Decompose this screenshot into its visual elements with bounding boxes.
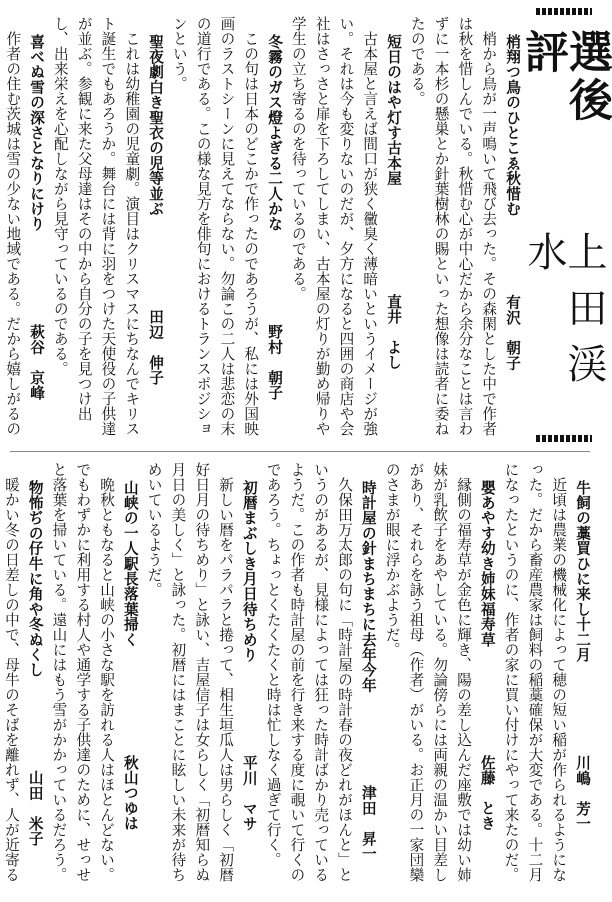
critique-text: 近頃は農業の機械化によって穂の短い稲が作られるようになった。だから畜産農家は飼料の稲藁確保が大変である。十二月になったというのに、作者の家に買い付けにやって来たのだ。 — [502, 462, 568, 882]
column-title: 選後評 — [517, 29, 612, 126]
haiku-title: 冬霧のガス燈よぎる二人かな野村 朝子 — [266, 33, 284, 401]
critique-text: この句は日本のどこかで作ったのであろうが、私には外国映画のラストシーンに見えてならない。勿論この二人は悲恋の末の道行である。この様な見方を俳句におけるトランスポジションという。 — [170, 16, 260, 436]
critique-text: これは幼稚園の児童劇。演目はクリスマスにちなんでキリスト誕生でもあろうか。舞台には背に羽をつけた天使役の子供達が並ぶ。参観に来た父母達はその中から自分の子を見つけ出し、出来栄えを心配しながら見守っているのである。 — [51, 16, 141, 436]
column-title-box — [517, 6, 612, 442]
poet-name: 平川 マサ — [240, 755, 258, 832]
critique-text: 新しい暦をパラパラと捲って、相生垣瓜人は男らしく「初暦好日月の待ちめり」と詠い、吉屋信子は女らしく「初暦知らぬ月日の美しく」と詠った。初暦にはまことに眩しい未来が待ちめいているようだ。 — [145, 462, 235, 882]
haiku-title: 山峡の一人駅長落葉掃く秋山つゆは — [121, 479, 139, 831]
poet-name: 田辺 伸子 — [147, 309, 165, 386]
section-divider — [10, 451, 590, 452]
ornamental-bar-bottom — [536, 435, 592, 442]
poet-name: 佐藤 とき — [478, 754, 496, 831]
bottom-commentary-block — [2, 462, 594, 894]
haiku-title: 物怖ぢの仔牛に角や冬ぬくし山田 米子 — [26, 479, 44, 847]
haiku-title: 聖夜劇白き聖衣の児等並ぶ田辺 伸子 — [147, 33, 165, 386]
poet-name: 秋山つゆは — [121, 754, 139, 831]
poet-name: 萩谷 京峰 — [28, 324, 46, 401]
poet-name: 津田 昇一 — [359, 785, 377, 862]
ornamental-bar-top — [536, 8, 592, 15]
poet-name: 直井 よし — [385, 293, 403, 370]
poet-name: 川嶋 芳一 — [574, 755, 591, 832]
poet-name: 野村 朝子 — [266, 324, 284, 401]
haiku-title: 牛飼の藁買ひに来し十二月川嶋 芳一 — [574, 479, 591, 832]
critique-text: 暖かい冬の日差しの中で、母牛のそばを離れず、人が近寄る — [2, 476, 20, 882]
critique-text: 縁側の福寿草が金色に輝き、陽の差し込んだ座敷では幼い姉妹が乳飲子をあやしている。勿論傍らには両親の温かい目差しがあり、それらを詠う祖母（作者）がいる。お正月の一家団欒のさまが眼に浮かぶようだ。 — [383, 462, 473, 882]
critique-text: 久保田万太郎の句に「時計屋の時計春の夜どれがほんと」というのがあるが、見様によっては狂った時計ばかり売っているようだ。この作者も時計屋の前を行き来する度に覗いて行くのであろう。ちょっとくたくたくと時は忙しなく過ぎて行く。 — [264, 462, 354, 882]
column-author: 上田渓水 — [521, 230, 607, 399]
poet-name: 山田 米子 — [26, 770, 44, 847]
haiku-title: 喜べぬ雪の深さとなりにけり萩谷 京峰 — [28, 33, 46, 401]
poet-name: 有沢 朝子 — [504, 294, 521, 371]
critique-text: 晩秋ともなると山峡の小さな駅を訪れる人はほとんどない。でもわずかに利用する村人や通学する子供達のために、せっせと落葉を掃いている。遠山にはもう雪がかかっているだろう。 — [50, 462, 116, 882]
haiku-title: 初暦まぶしき月日待ちめり平川 マサ — [240, 479, 258, 832]
haiku-title: 短日のはや灯す古本屋直井 よし — [385, 33, 403, 370]
critique-text: 作者の住む茨城は雪の少ない地域である。だから嬉しがるの — [4, 30, 22, 436]
haiku-title: 梢翔つ鳥のひとこゑ秋惜む有沢 朝子 — [504, 33, 521, 371]
haiku-title: 時計屋の針まちまちに去年今年津田 昇一 — [359, 479, 377, 862]
critique-text: 梢から鳥が一声鳴いて飛び去った。その森閑とした中で作者は秋を惜しんでいる。秋惜む心が中心だから余分なことは言わずに一本杉の懸巣とか針葉樹林の賜といった想像は読者に委ねたのである。 — [408, 16, 498, 436]
critique-text: 古本屋と言えば間口が狭く黴臭く薄暗いというイメージが強い。それは今も変りないのだが、夕方になると四囲の商店や会社はさっさと扉を下ろしてしまい、古本屋の灯りが勤め帰りや学生の立ち寄るのを待っているのである。 — [289, 16, 379, 436]
top-commentary-block — [4, 16, 524, 446]
haiku-title: 嬰あやす幼き姉妹福寿草佐藤 とき — [478, 479, 496, 831]
